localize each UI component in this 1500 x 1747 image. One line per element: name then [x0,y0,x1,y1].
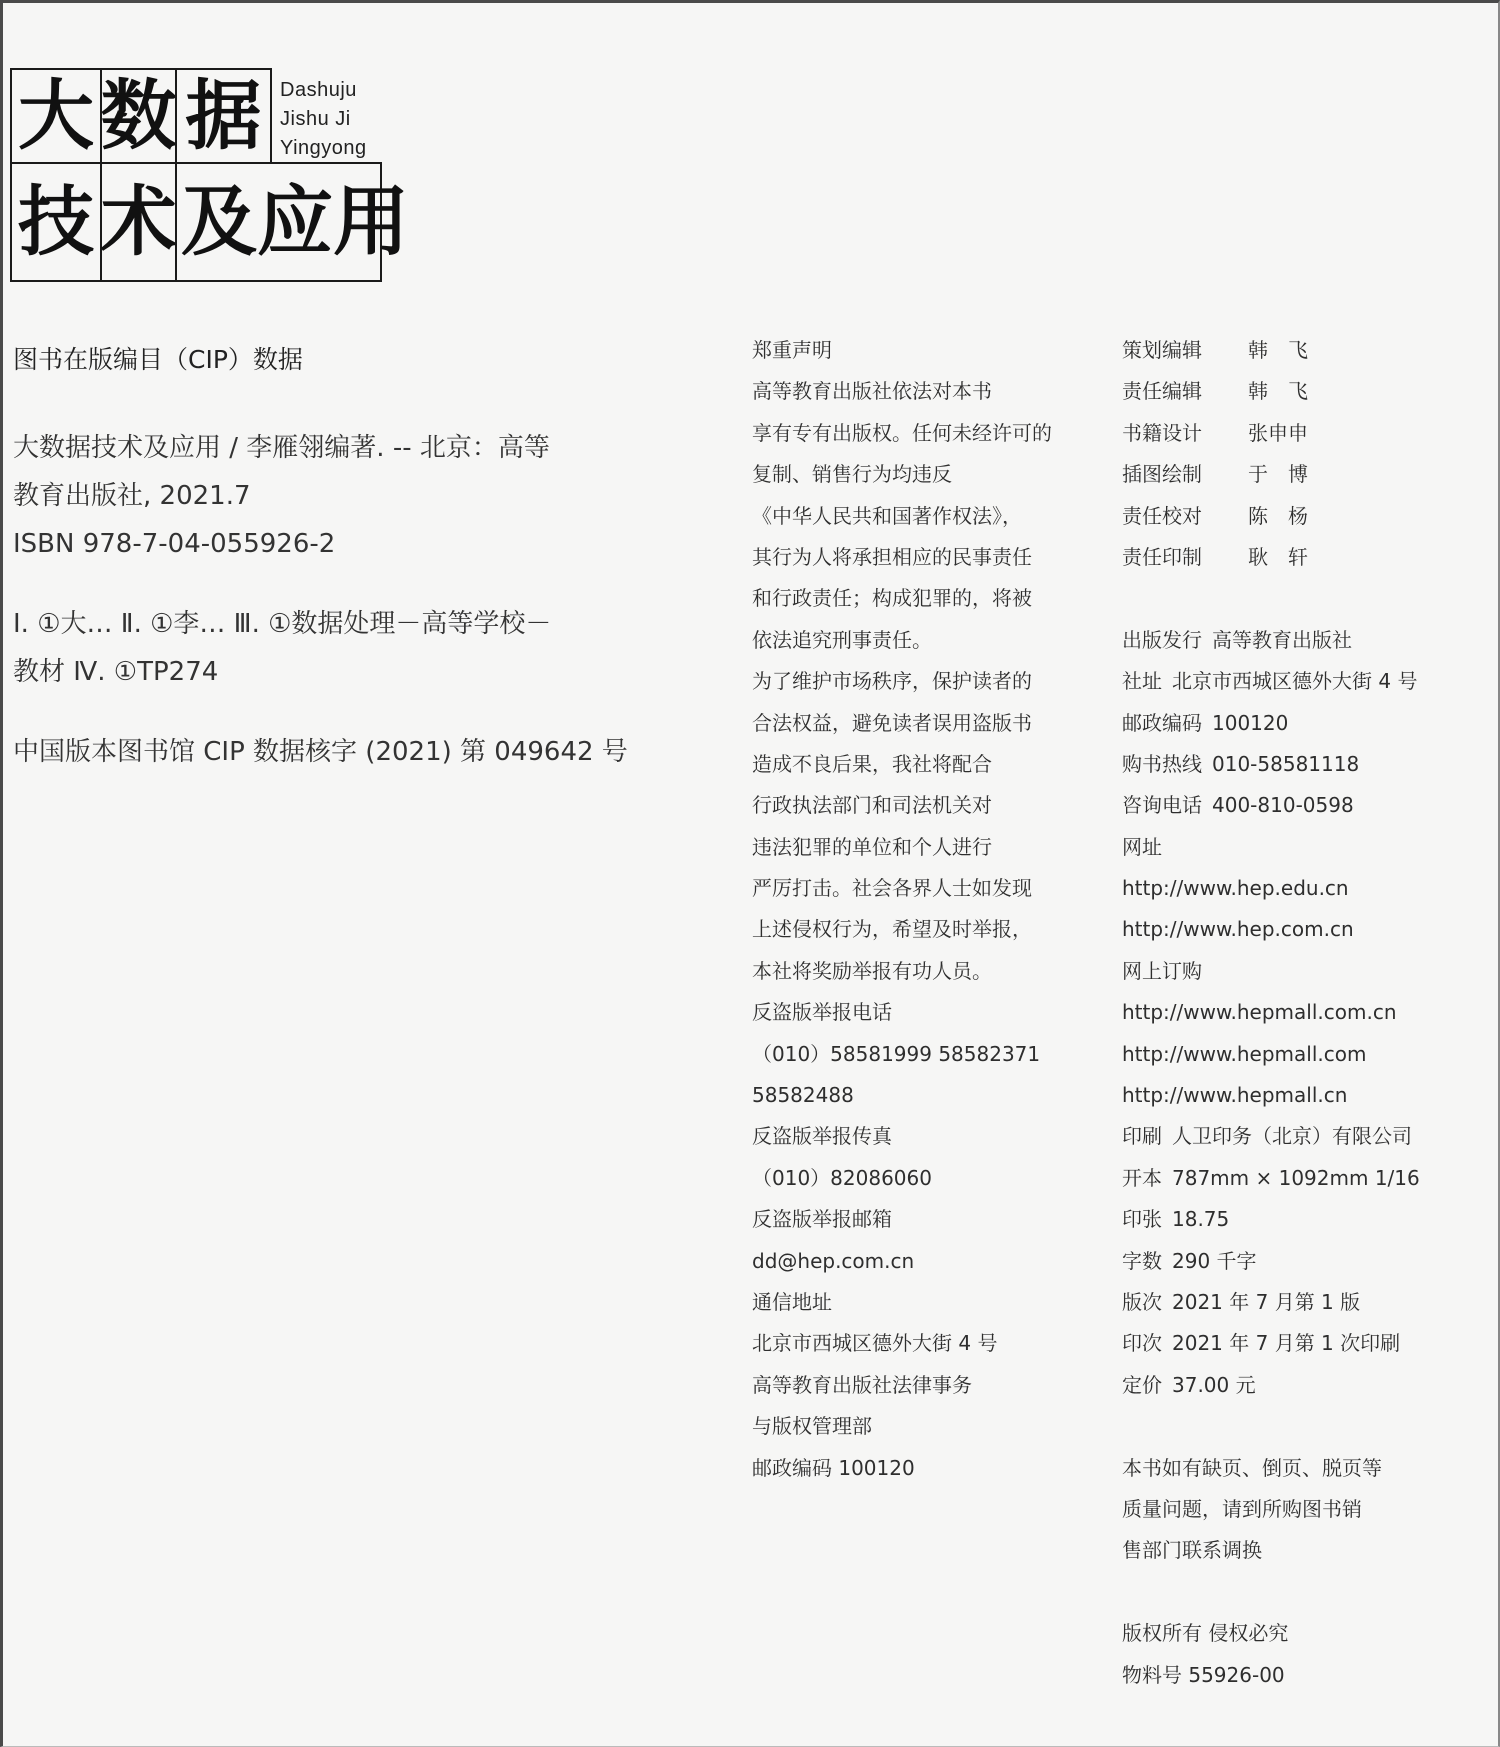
title-char: 据 [175,68,272,164]
statement-line: 反盗版举报电话 [752,1000,892,1025]
statement-line: 和行政责任；构成犯罪的，将被 [752,586,1032,611]
statement-line: 其行为人将承担相应的民事责任 [752,544,1032,569]
title-char: 数 [100,68,177,164]
statement-line: （010）58581999 58582371 [752,1041,1041,1066]
statement-line: 违法犯罪的单位和个人进行 [752,834,992,859]
hotline-label: 购书热线 [1122,751,1202,776]
statement-line: 高等教育出版社依法对本书 [752,379,992,404]
spec-value: 787mm × 1092mm 1/16 [1172,1165,1420,1190]
credit-row [1122,496,1492,537]
spec-value: 18.75 [1172,1207,1230,1232]
spec-row [1122,1116,1492,1157]
spec-value: 2021 年 7 月第 1 次印刷 [1172,1331,1401,1356]
quality-note-line: 售部门联系调换 [1122,1538,1262,1563]
credit-row [1122,537,1492,578]
consult-row [1122,785,1492,826]
statement-line: 高等教育出版社法律事务 [752,1372,972,1397]
credit-role: 责任校对 [1122,503,1202,528]
spec-value: 37.00 元 [1172,1372,1256,1397]
title-char: 术 [100,162,177,282]
hotline-row [1122,744,1492,785]
statement-line: 上述侵权行为，希望及时举报， [752,917,1032,942]
address-row [1122,661,1492,702]
address-label: 社址 [1122,669,1162,694]
statement-line: 享有专有出版权。任何未经许可的 [752,420,1052,445]
credit-name: 韩 飞 [1248,338,1308,362]
spec-row [1122,1323,1492,1364]
quality-note-line: 质量问题，请到所购图书销 [1122,1496,1362,1521]
title-char: 及 [181,177,257,266]
cip-classification: Ⅰ. ①大… Ⅱ. ①李… Ⅲ. ①数据处理－高等学校－ [13,609,552,639]
copyright-statement [752,330,1082,1489]
title-char: 用 [333,177,409,266]
credit-row [1122,330,1492,371]
website-url: http://www.hep.edu.cn [1122,876,1349,901]
credit-name: 陈 杨 [1248,503,1308,528]
consult-label: 咨询电话 [1122,793,1202,818]
book-title-logo [10,68,409,282]
spec-label: 印刷 [1122,1124,1162,1149]
material-number: 物料号 55926-00 [1122,1662,1285,1687]
spec-label: 开本 [1122,1165,1162,1190]
title-grid [10,68,409,282]
spec-row [1122,1241,1492,1282]
spec-row [1122,1365,1492,1406]
rights-reserved: 版权所有 侵权必究 [1122,1621,1289,1646]
pinyin-line: Dashuju [280,79,357,101]
spec-label: 字数 [1122,1248,1162,1273]
cip-line: 大数据技术及应用 / 李雁翎编著. -- 北京：高等 [13,433,550,463]
address-value: 北京市西城区德外大街 4 号 [1172,669,1418,694]
statement-line: 本社将奖励举报有功人员。 [752,958,992,983]
spec-value: 人卫印务（北京）有限公司 [1172,1124,1412,1149]
spec-row [1122,1199,1492,1240]
spec-label: 版次 [1122,1289,1162,1314]
postcode-value: 100120 [1212,710,1289,735]
statement-line: 行政执法部门和司法机关对 [752,793,992,818]
website-url: http://www.hep.com.cn [1122,917,1354,942]
hotline-value: 010-58581118 [1212,751,1360,776]
website-label: 网址 [1122,834,1162,859]
statement-line: 严厉打击。社会各界人士如发现 [752,876,1032,901]
online-order-label: 网上订购 [1122,958,1202,983]
spec-value: 290 千字 [1172,1248,1257,1273]
title-char: 应 [257,177,333,266]
credit-row [1122,454,1492,495]
cip-data-section [13,340,673,776]
credit-name: 韩 飞 [1248,379,1308,404]
cip-isbn: ISBN 978-7-04-055926-2 [13,529,336,559]
publisher-value: 高等教育出版社 [1212,627,1352,652]
title-pinyin [280,76,367,163]
publication-info [1122,330,1492,1696]
postcode-label: 邮政编码 [1122,710,1202,735]
order-url: http://www.hepmall.cn [1122,1083,1348,1108]
cip-line: 教育出版社, 2021.7 [13,481,251,511]
postcode-row [1122,703,1492,744]
statement-line: 合法权益，避免读者误用盗版书 [752,710,1032,735]
cip-heading: 图书在版编目（CIP）数据 [13,345,303,374]
spec-label: 定价 [1122,1372,1162,1397]
order-url: http://www.hepmall.com.cn [1122,1000,1397,1025]
credit-role: 书籍设计 [1122,420,1202,445]
credit-role: 插图绘制 [1122,462,1202,487]
statement-line: 反盗版举报传真 [752,1124,892,1149]
title-char: 大 [10,68,102,164]
spec-label: 印张 [1122,1207,1162,1232]
credit-role: 策划编辑 [1122,338,1202,362]
credit-name: 耿 轩 [1248,544,1308,569]
statement-line: 邮政编码 100120 [752,1455,915,1480]
spec-row [1122,1282,1492,1323]
credit-role: 责任印制 [1122,544,1202,569]
statement-line: 为了维护市场秩序，保护读者的 [752,669,1032,694]
statement-line: 《中华人民共和国著作权法》， [752,503,1022,528]
statement-line: 复制、销售行为均违反 [752,462,952,487]
publisher-label: 出版发行 [1122,627,1202,652]
credit-row [1122,371,1492,412]
title-chars-group [175,162,409,282]
credit-role: 责任编辑 [1122,379,1202,404]
statement-line: 造成不良后果，我社将配合 [752,751,992,776]
statement-line: 依法追究刑事责任。 [752,627,932,652]
statement-line: 郑重声明 [752,338,832,362]
statement-line: 北京市西城区德外大街 4 号 [752,1331,998,1356]
credit-row [1122,413,1492,454]
publisher-row [1122,620,1492,661]
consult-value: 400-810-0598 [1212,793,1354,818]
statement-line: 与版权管理部 [752,1414,872,1439]
pinyin-line: Yingyong [280,137,367,159]
credit-name: 于 博 [1248,462,1308,487]
spec-row [1122,1158,1492,1199]
pinyin-line: Jishu Ji [280,108,351,130]
statement-line: 反盗版举报邮箱 [752,1207,892,1232]
title-char: 技 [10,162,102,282]
statement-line: 58582488 [752,1083,854,1108]
cip-record-number: 中国版本图书馆 CIP 数据核字 (2021) 第 049642 号 [13,737,628,767]
statement-line: （010）82086060 [752,1165,932,1190]
credit-name: 张申申 [1248,420,1308,445]
cip-classification: 教材 Ⅳ. ①TP274 [13,657,219,687]
spec-value: 2021 年 7 月第 1 版 [1172,1289,1361,1314]
quality-note-line: 本书如有缺页、倒页、脱页等 [1122,1455,1382,1480]
spec-label: 印次 [1122,1331,1162,1356]
statement-line: dd@hep.com.cn [752,1248,915,1273]
order-url: http://www.hepmall.com [1122,1041,1367,1066]
statement-line: 通信地址 [752,1289,832,1314]
